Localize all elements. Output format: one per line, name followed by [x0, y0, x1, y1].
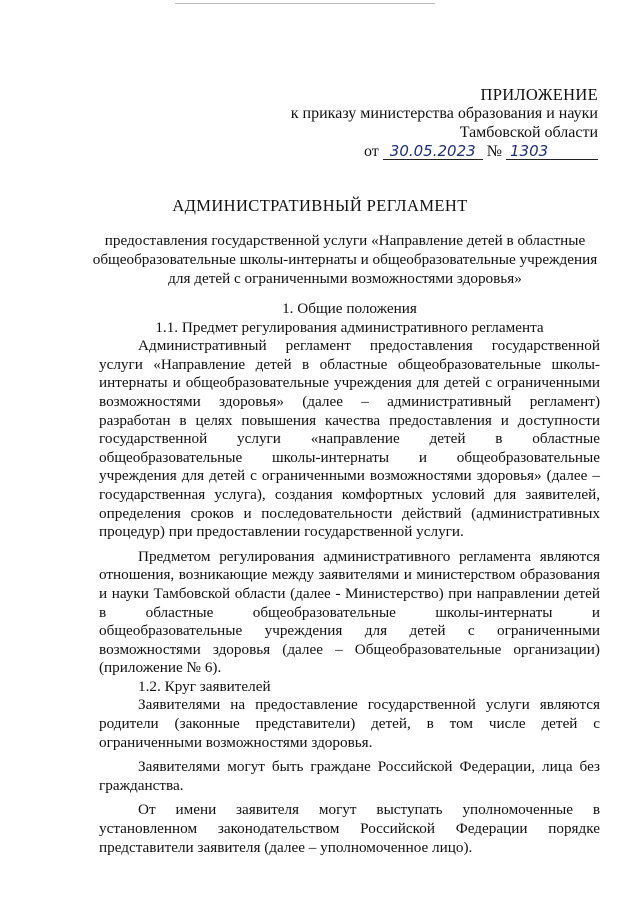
- number-label: №: [486, 143, 502, 160]
- appendix-block: [258, 85, 598, 161]
- handwritten-number: 1303: [506, 143, 598, 160]
- appendix-region-line: Тамбовской области: [459, 124, 598, 141]
- document-title: АДМИНИСТРАТИВНЫЙ РЕГЛАМЕНТ: [172, 196, 468, 215]
- paragraph: Предметом регулирования административного регламента являются отношения, возникающие между заявителями и министерством образования и науки Тамбовской области (далее - Министерство) при направлении детей в областные общеобразовательные школы-интернаты и общеобразовательные учреждения для детей с ограниченными возможностями здоровья (далее – Общеобразовательные организации) (приложение № 6).: [99, 547, 600, 677]
- document-body: [99, 300, 600, 857]
- scan-edge-line: [175, 3, 435, 4]
- from-label: от: [363, 143, 379, 160]
- subsection-heading: 1.2. Круг заявителей: [138, 677, 271, 695]
- paragraph: От имени заявителя могут выступать уполномоченные в установленном законодательством Российской Федерации порядке представители заявителя (далее – уполномоченное лицо).: [99, 801, 600, 856]
- subsection-heading: 1.1. Предмет регулирования административного регламента: [155, 318, 544, 336]
- handwritten-date: 30.05.2023: [383, 143, 483, 160]
- paragraph: Заявителями на предоставление государственной услуги являются родители (законные представители) детей, в том числе детей с ограниченными возможностями здоровья.: [99, 696, 600, 751]
- section-heading: 1. Общие положения: [282, 300, 417, 317]
- document-subtitle: предоставления государственной услуги «Направление детей в областные общеобразовательные школы-интернаты и общеобразовательные учреждения для детей с ограниченными возможностями здоровья»: [92, 232, 598, 287]
- appendix-order-line: к приказу министерства образования и науки: [290, 105, 598, 122]
- order-date-number-line: [258, 142, 598, 161]
- paragraph: Административный регламент предоставления государственной услуги «Направление детей в областные общеобразовательные школы-интернаты и общеобразовательные учреждения для детей с ограниченными возможностями здоровья» (далее – административный регламент) разработан в целях повышения качества предоставления и доступности государственной услуги «направление детей в областные общеобразовательные школы-интернаты и общеобразовательные учреждения для детей с ограниченными возможностями здоровья» (далее – государственная услуга), создания комфортных условий для заявителей, определения сроков и последовательности действий (административных процедур) при предоставлении государственной услуги.: [99, 337, 600, 541]
- paragraph: Заявителями могут быть граждане Российской Федерации, лица без гражданства.: [99, 758, 600, 794]
- appendix-heading: ПРИЛОЖЕНИЕ: [480, 85, 598, 104]
